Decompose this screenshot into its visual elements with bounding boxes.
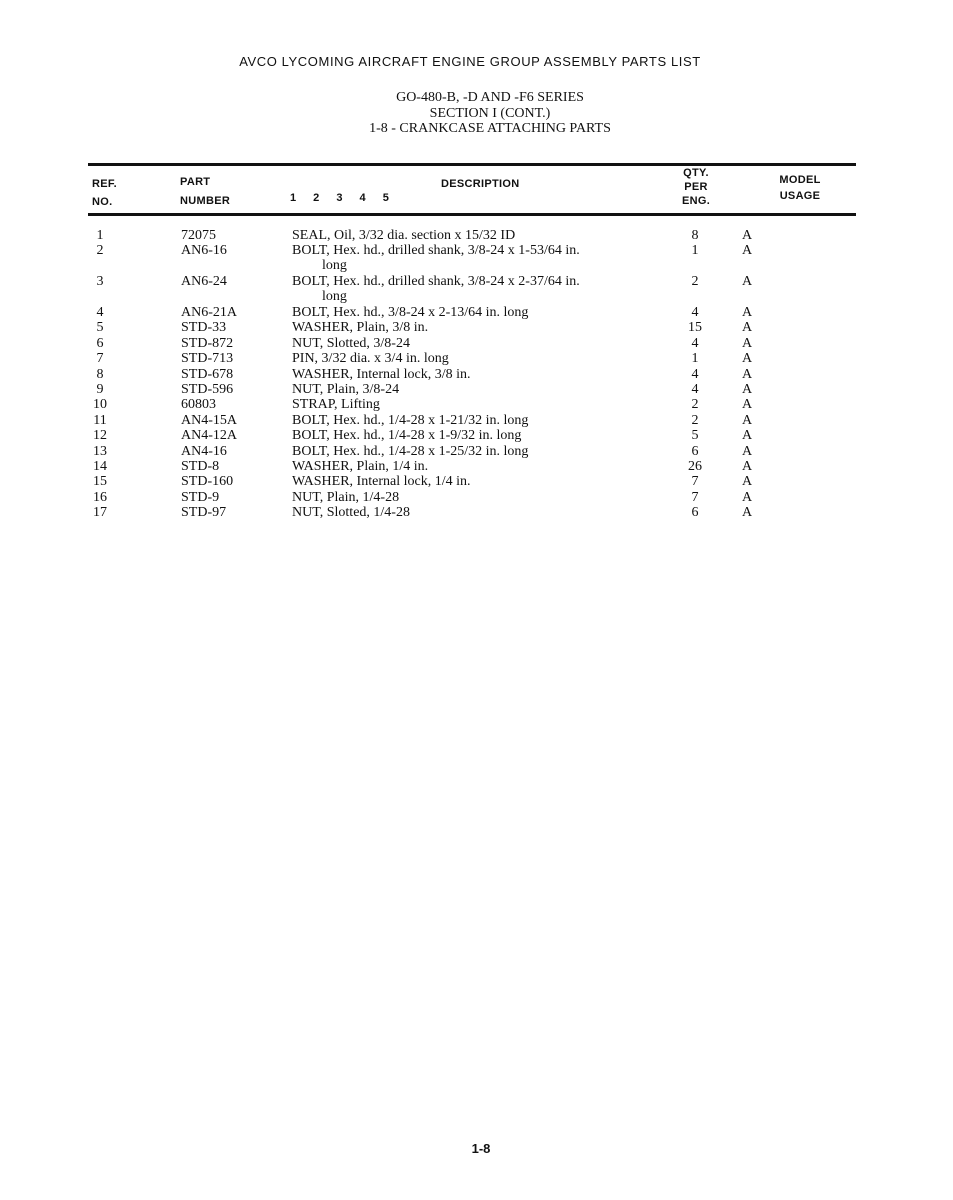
model-usage: A [742, 366, 753, 382]
ref-number: 14 [93, 459, 107, 474]
ref-number: 11 [93, 412, 107, 428]
series-heading: GO-480-B, -D AND -F6 SERIES [396, 90, 584, 105]
part-description: WASHER, Internal lock, 3/8 in. [292, 366, 471, 382]
part-number: STD-97 [181, 505, 227, 521]
model-usage: A [742, 320, 753, 336]
ref-number: 15 [93, 474, 107, 490]
document-title: AVCO LYCOMING AIRCRAFT ENGINE GROUP ASSEMBLY PARTS LIST [239, 54, 701, 69]
model-usage: A [742, 228, 753, 243]
part-description: WASHER, Plain, 1/4 in. [292, 459, 429, 474]
model-usage: A [742, 459, 753, 474]
table-row [0, 397, 953, 412]
part-number: STD-160 [181, 474, 234, 490]
part-description: BOLT, Hex. hd., 3/8-24 x 2-13/64 in. long [292, 305, 529, 320]
part-number: STD-596 [181, 382, 234, 397]
table-row [0, 320, 953, 335]
part-number: STD-33 [181, 320, 227, 336]
table-row [0, 382, 953, 397]
part-description: NUT, Plain, 1/4-28 [292, 489, 400, 505]
table-header-rule [88, 213, 856, 216]
table-row [0, 444, 953, 459]
table-row [0, 228, 953, 243]
model-usage: A [742, 335, 753, 351]
table-row [0, 505, 953, 520]
col-header-qty: QTY. PER ENG. [681, 167, 711, 207]
quantity-per-engine: 5 [691, 428, 699, 444]
part-number: STD-713 [181, 351, 234, 367]
part-number: STD-8 [181, 459, 220, 474]
model-usage: A [742, 474, 753, 490]
ref-number: 16 [93, 489, 107, 505]
ref-number: 7 [96, 351, 104, 367]
part-number: STD-678 [181, 366, 234, 382]
part-description: NUT, Slotted, 3/8-24 [292, 335, 410, 351]
quantity-per-engine: 4 [691, 305, 699, 320]
col-header-part: PART NUMBER [180, 176, 231, 207]
model-usage: A [742, 443, 753, 459]
part-description: PIN, 3/32 dia. x 3/4 in. long [292, 351, 449, 367]
quantity-per-engine: 8 [691, 228, 699, 243]
part-description: SEAL, Oil, 3/32 dia. section x 15/32 ID [292, 228, 516, 243]
model-usage: A [742, 351, 753, 367]
part-description: WASHER, Plain, 3/8 in. [292, 320, 429, 336]
part-number: 72075 [181, 228, 216, 243]
quantity-per-engine: 1 [691, 243, 699, 259]
model-usage: A [742, 243, 753, 259]
ref-number: 17 [93, 505, 107, 521]
table-row [0, 351, 953, 366]
part-description: STRAP, Lifting [292, 397, 380, 413]
quantity-per-engine: 1 [691, 351, 699, 367]
part-number: AN4-12A [181, 428, 237, 444]
col-header-description: DESCRIPTION [441, 178, 520, 190]
ref-number: 12 [93, 428, 107, 444]
model-usage: A [742, 428, 753, 444]
quantity-per-engine: 4 [691, 382, 699, 397]
ref-number: 10 [93, 397, 107, 413]
model-usage: A [742, 274, 753, 290]
quantity-per-engine: 7 [691, 474, 699, 490]
ref-number: 4 [96, 305, 104, 320]
indent-level-digits: 1 2 3 4 5 [290, 192, 389, 204]
part-number: AN6-16 [181, 243, 227, 259]
table-row [0, 305, 953, 320]
ref-number: 6 [96, 335, 104, 351]
quantity-per-engine: 4 [691, 366, 699, 382]
model-usage: A [742, 305, 753, 320]
ref-number: 5 [96, 320, 104, 336]
quantity-per-engine: 2 [691, 397, 699, 413]
model-usage: A [742, 412, 753, 428]
part-description: BOLT, Hex. hd., drilled shank, 3/8-24 x 1-53/64 in. [292, 243, 580, 259]
part-number: STD-872 [181, 335, 234, 351]
table-row [0, 243, 953, 258]
col-header-model: MODEL USAGE [779, 174, 821, 202]
table-row [0, 413, 953, 428]
description-continuation: long [322, 257, 347, 273]
part-description: BOLT, Hex. hd., drilled shank, 3/8-24 x 2-37/64 in. [292, 274, 580, 290]
table-row [0, 474, 953, 489]
table-top-rule [88, 163, 856, 166]
model-usage: A [742, 489, 753, 505]
table-row [0, 459, 953, 474]
ref-number: 1 [96, 228, 104, 243]
figure-subtitle: 1-8 - CRANKCASE ATTACHING PARTS [369, 121, 611, 136]
col-header-ref: REF. NO. [92, 178, 118, 208]
part-number: 60803 [181, 397, 216, 413]
model-usage: A [742, 397, 753, 413]
quantity-per-engine: 7 [691, 489, 699, 505]
ref-number: 8 [96, 366, 104, 382]
part-description: WASHER, Internal lock, 1/4 in. [292, 474, 471, 490]
quantity-per-engine: 2 [691, 274, 699, 290]
quantity-per-engine: 26 [688, 459, 702, 474]
part-description: BOLT, Hex. hd., 1/4-28 x 1-9/32 in. long [292, 428, 522, 444]
part-description: BOLT, Hex. hd., 1/4-28 x 1-21/32 in. long [292, 412, 529, 428]
model-usage: A [742, 382, 753, 397]
description-continuation: long [322, 288, 347, 304]
quantity-per-engine: 6 [691, 505, 699, 521]
part-number: AN6-24 [181, 274, 227, 290]
model-usage: A [742, 505, 753, 521]
quantity-per-engine: 6 [691, 443, 699, 459]
table-row [0, 490, 953, 505]
quantity-per-engine: 4 [691, 335, 699, 351]
ref-number: 9 [96, 382, 104, 397]
table-row [0, 274, 953, 289]
part-number: STD-9 [181, 489, 220, 505]
quantity-per-engine: 2 [691, 412, 699, 428]
table-row [0, 367, 953, 382]
part-description: BOLT, Hex. hd., 1/4-28 x 1-25/32 in. long [292, 443, 529, 459]
section-heading: SECTION I (CONT.) [429, 106, 551, 121]
page-number: 1-8 [471, 1141, 491, 1156]
part-number: AN4-16 [181, 443, 227, 459]
quantity-per-engine: 15 [688, 320, 702, 336]
part-description: NUT, Plain, 3/8-24 [292, 382, 400, 397]
part-description: NUT, Slotted, 1/4-28 [292, 505, 410, 521]
ref-number: 13 [93, 443, 107, 459]
part-number: AN4-15A [181, 412, 237, 428]
ref-number: 2 [96, 243, 104, 259]
ref-number: 3 [96, 274, 104, 290]
table-row [0, 336, 953, 351]
table-row [0, 428, 953, 443]
part-number: AN6-21A [181, 305, 237, 320]
